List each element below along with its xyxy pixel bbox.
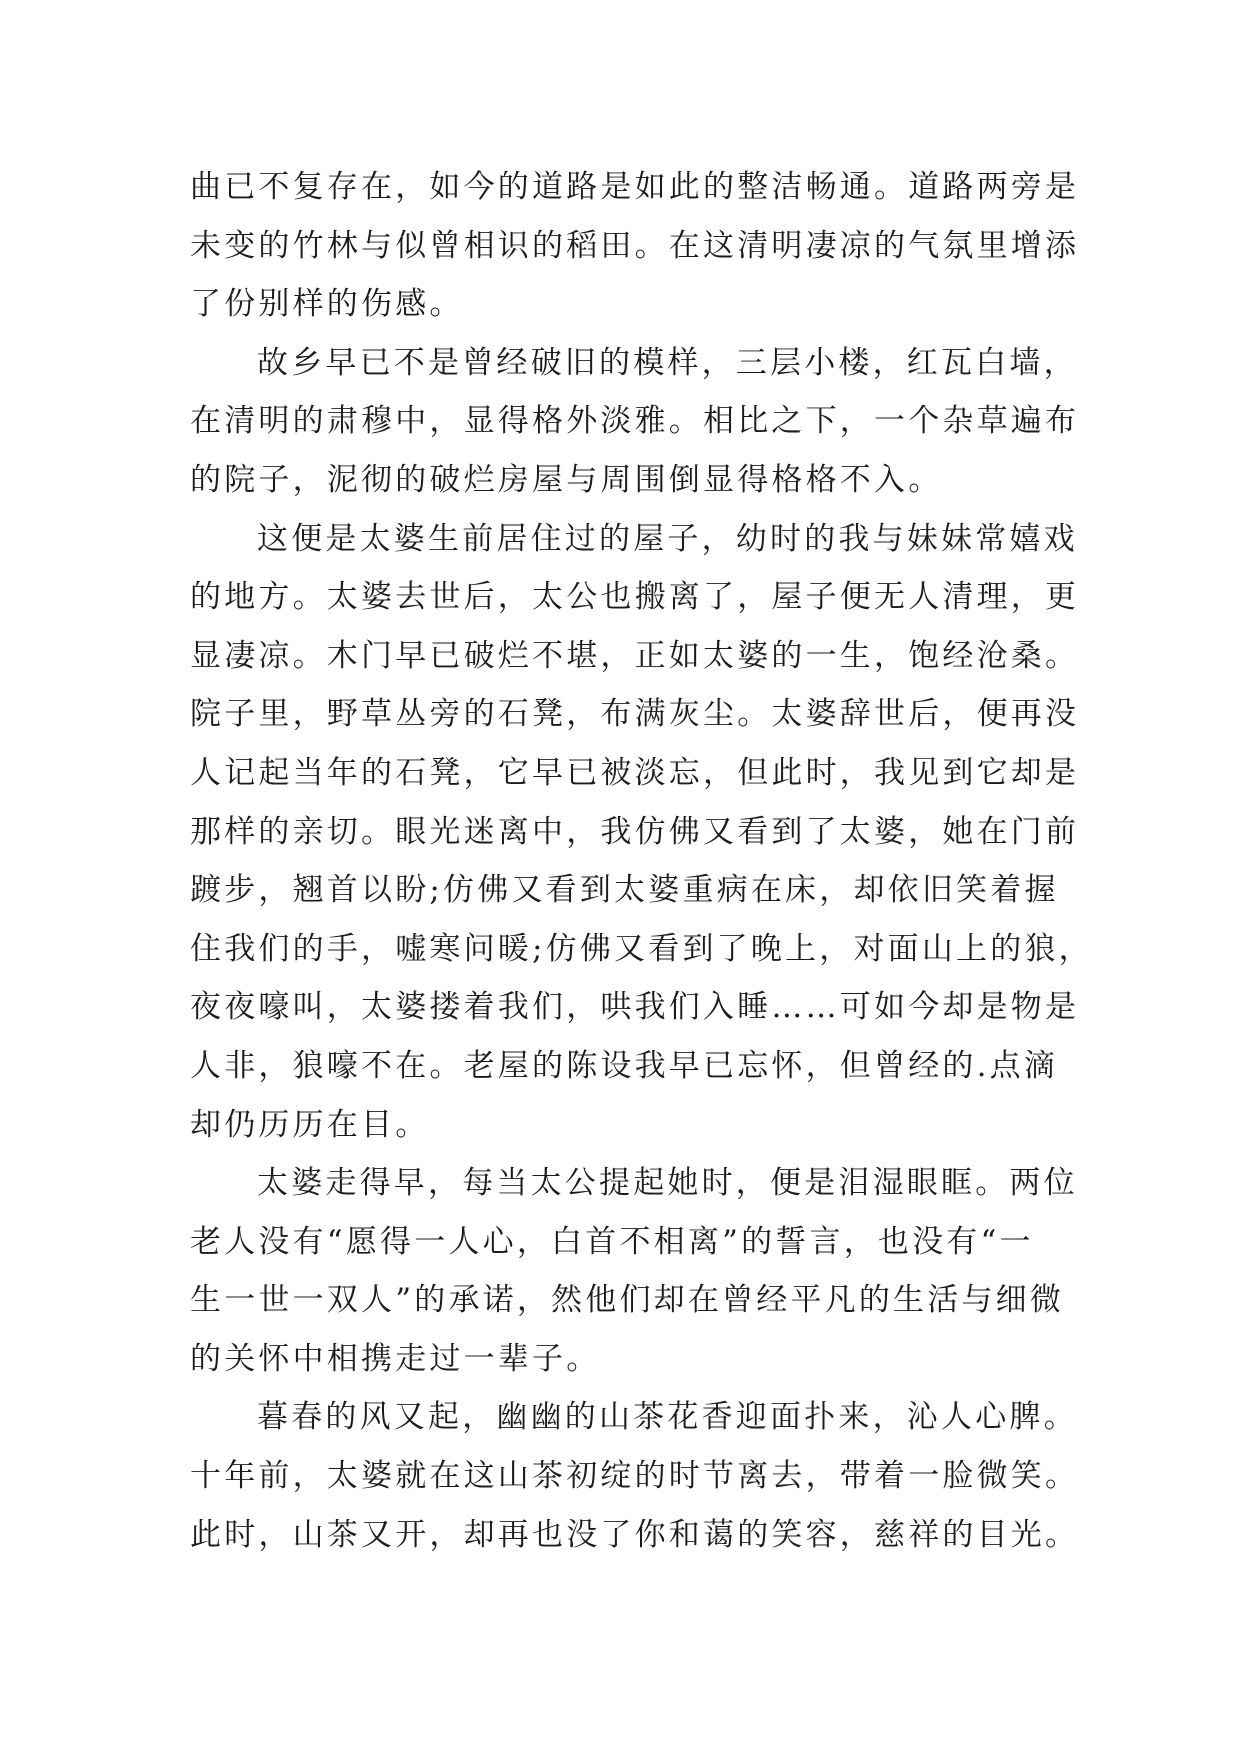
text-line: 的关怀中相携走过一辈子。 xyxy=(190,1340,601,1377)
text-line: 的地方。太婆去世后，太公也搬离了，屋子便无人清理，更 xyxy=(190,579,1080,616)
text-line: 夜夜嚎叫，太婆搂着我们，哄我们入睡……可如今却是物是 xyxy=(190,989,1080,1026)
text-line: 未变的竹林与似曾相识的稻田。在这清明凄凉的气氛里增添 xyxy=(190,227,1080,264)
text-line: 那样的亲切。眼光迷离中，我仿佛又看到了太婆，她在门前 xyxy=(190,813,1080,850)
text-line: 故乡早已不是曾经破旧的模样，三层小楼，红瓦白墙， xyxy=(257,344,1078,381)
text-line: 院子里，野草丛旁的石凳，布满灰尘。太婆辞世后，便再没 xyxy=(190,696,1080,733)
text-line: 人记起当年的石凳，它早已被淡忘，但此时，我见到它却是 xyxy=(190,754,1080,791)
document-body xyxy=(190,158,1093,1564)
paragraph-5 xyxy=(190,1388,1080,1564)
text-line: 暮春的风又起，幽幽的山茶花香迎面扑来，沁人心脾。 xyxy=(257,1399,1078,1436)
text-line: 在清明的肃穆中，显得格外淡雅。相比之下，一个杂草遍布 xyxy=(190,403,1080,440)
text-line: 太婆走得早，每当太公提起她时，便是泪湿眼眶。两位 xyxy=(257,1165,1078,1202)
text-line: 住我们的手，嘘寒问暖;仿佛又看到了晚上，对面山上的狼， xyxy=(190,930,1093,967)
text-line: 老人没有“愿得一人心，白首不相离”的誓言，也没有“一 xyxy=(190,1223,1034,1260)
text-line: 这便是太婆生前居住过的屋子，幼时的我与妹妹常嬉戏 xyxy=(257,520,1078,557)
paragraph-2 xyxy=(190,334,1080,510)
paragraph-3 xyxy=(190,510,1093,1155)
text-line: 生一世一双人”的承诺，然他们却在曾经平凡的生活与细微 xyxy=(190,1282,1065,1319)
text-line: 了份别样的伤感。 xyxy=(190,286,464,323)
text-line: 人非，狼嚎不在。老屋的陈设我早已忘怀，但曾经的.点滴 xyxy=(190,1047,1059,1084)
text-line: 却仍历历在目。 xyxy=(190,1106,430,1143)
text-line: 十年前，太婆就在这山茶初绽的时节离去，带着一脸微笑。 xyxy=(190,1458,1080,1495)
paragraph-1 xyxy=(190,158,1080,334)
paragraph-4 xyxy=(190,1154,1078,1388)
text-line: 显凄凉。木门早已破烂不堪，正如太婆的一生，饱经沧桑。 xyxy=(190,637,1080,674)
text-line: 的院子，泥彻的破烂房屋与周围倒显得格格不入。 xyxy=(190,461,943,498)
text-line: 曲已不复存在，如今的道路是如此的整洁畅通。道路两旁是 xyxy=(190,169,1080,205)
text-line: 此时，山茶又开，却再也没了你和蔼的笑容，慈祥的目光。 xyxy=(190,1516,1080,1553)
text-line: 踱步，翘首以盼;仿佛又看到太婆重病在床，却依旧笑着握 xyxy=(190,872,1059,909)
